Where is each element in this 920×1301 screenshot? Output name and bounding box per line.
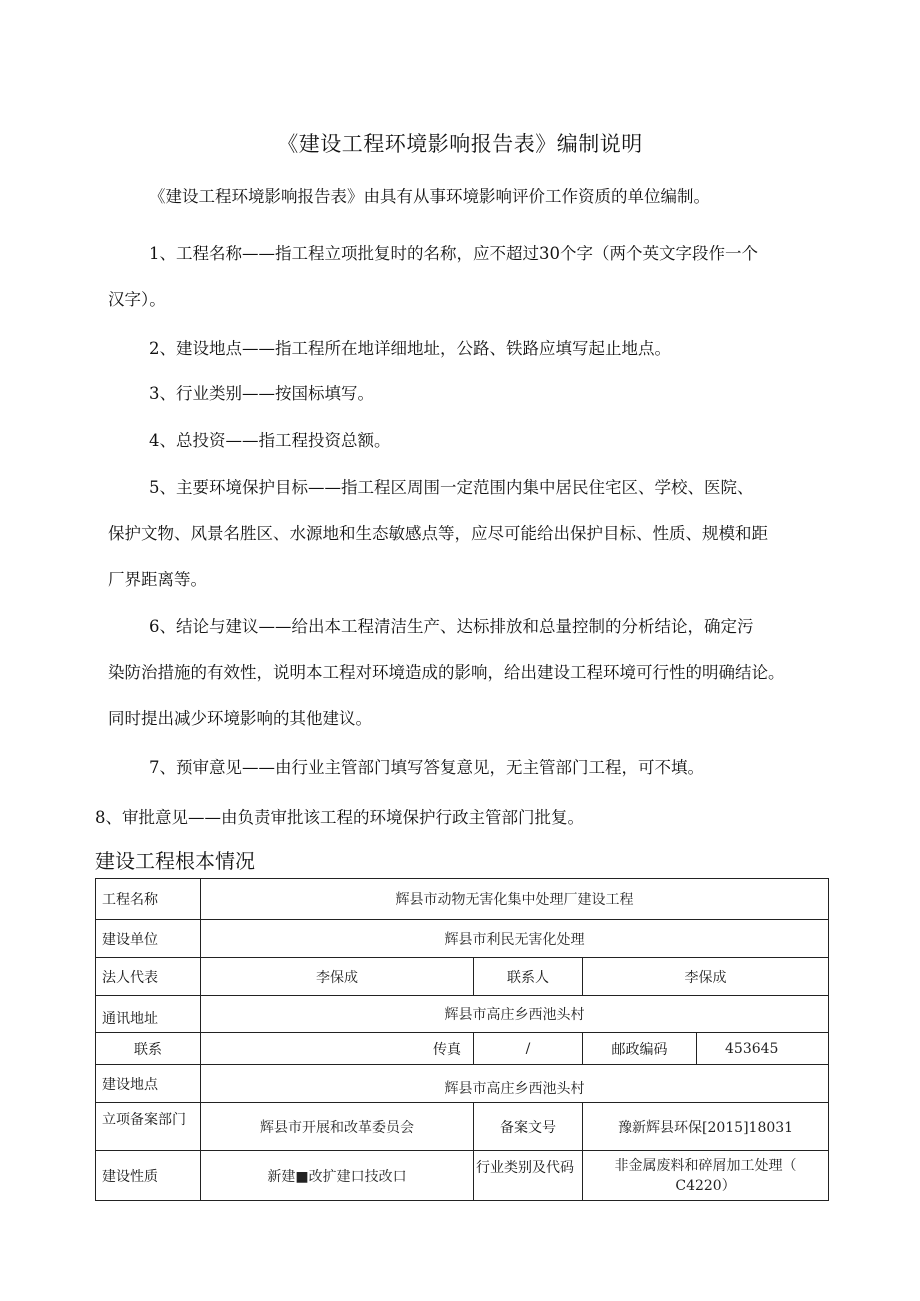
fax-value: / <box>474 1033 583 1065</box>
contact-value: 李保成 <box>583 958 829 996</box>
project-info-table <box>95 878 829 1201</box>
project-name-value: 辉县市动物无害化集中处理厂建设工程 <box>201 879 829 920</box>
item-5 <box>108 465 830 603</box>
row-unit <box>96 920 829 958</box>
item-5-line-2: 保护文物、风景名胜区、水源地和生态敏感点等，应尽可能给出保护目标、性质、规模和距 <box>108 524 768 543</box>
nature-label: 建设性质 <box>96 1151 201 1201</box>
site-value: 辉县市高庄乡西池头村 <box>201 1065 829 1103</box>
legal-value: 李保成 <box>201 958 474 996</box>
item-6-line-3: 同时提出减少环境影响的其他建议。 <box>108 709 372 728</box>
item-6-line-1: 6、结论与建议——给出本工程清洁生产、达标排放和总量控制的分析结论，确定污 <box>149 617 754 636</box>
item-5-line-1: 5、主要环境保护目标——指工程区周围一定范围内集中居民住宅区、学校、医院、 <box>149 478 754 497</box>
site-label: 建设地点 <box>96 1065 201 1103</box>
row-address <box>96 996 829 1033</box>
fax-label: 传真 <box>201 1033 474 1065</box>
item-2 <box>108 326 830 372</box>
item-6 <box>108 604 830 742</box>
item-5-line-3: 厂界距离等。 <box>108 570 207 589</box>
postcode-value: 453645 <box>697 1033 829 1065</box>
item-1-line-1: 1、工程名称——指工程立项批复时的名称，应不超过30个字（两个英文字段作一个 <box>149 244 758 263</box>
row-dept <box>96 1103 829 1151</box>
industry-label: 行业类别及代码 <box>474 1151 583 1201</box>
project-name-label: 工程名称 <box>96 879 201 920</box>
item-4-line-1: 4、总投资——指工程投资总额。 <box>149 431 391 450</box>
row-project-name <box>96 879 829 920</box>
industry-value-line-2: C4220） <box>675 1177 736 1194</box>
legal-label: 法人代表 <box>96 958 201 996</box>
row-nature <box>96 1151 829 1201</box>
record-value: 豫新辉县环保[2015]18031 <box>583 1103 829 1151</box>
unit-value: 辉县市利民无害化处理 <box>201 920 829 958</box>
record-label: 备案文号 <box>474 1103 583 1151</box>
postcode-label: 邮政编码 <box>583 1033 697 1065</box>
address-value: 辉县市高庄乡西池头村 <box>201 996 829 1033</box>
item-4 <box>108 418 830 464</box>
item-7 <box>108 745 830 791</box>
item-1-line-2: 汉字）。 <box>108 290 166 309</box>
dept-label: 立项备案部门 <box>96 1103 201 1151</box>
item-8 <box>95 795 817 841</box>
item-1 <box>108 231 830 323</box>
item-3 <box>108 371 830 417</box>
section-title: 建设工程根本情况 <box>95 849 255 873</box>
contact-label: 联系人 <box>474 958 583 996</box>
row-legal <box>96 958 829 996</box>
dept-value: 辉县市开展和改革委员会 <box>201 1103 474 1151</box>
item-6-line-2: 染防治措施的有效性，说明本工程对环境造成的影响，给出建设工程环境可行性的明确结论。 <box>108 663 785 682</box>
nature-value: 新建■改扩建口技改口 <box>201 1151 474 1201</box>
row-contact-info <box>96 1033 829 1065</box>
intro-paragraph <box>108 174 830 220</box>
industry-value <box>583 1151 829 1201</box>
intro-line: 《建设工程环境影响报告表》由具有从事环境影响评价工作资质的单位编制。 <box>149 187 710 206</box>
item-7-line-1: 7、预审意见——由行业主管部门填写答复意见，无主管部门工程，可不填。 <box>149 758 704 777</box>
address-label: 通讯地址 <box>96 996 201 1033</box>
phone-label: 联系 <box>96 1033 201 1065</box>
item-8-line-1: 8、审批意见——由负责审批该工程的环境保护行政主管部门批复。 <box>95 808 584 827</box>
industry-value-line-1: 非金属废料和碎屑加工处理（ <box>614 1157 797 1174</box>
item-2-line-1: 2、建设地点——指工程所在地详细地址，公路、铁路应填写起止地点。 <box>149 339 671 358</box>
unit-label: 建设单位 <box>96 920 201 958</box>
item-3-line-1: 3、行业类别——按国标填写。 <box>149 384 374 403</box>
row-site <box>96 1065 829 1103</box>
document-title: 《建设工程环境影响报告表》编制说明 <box>277 132 643 156</box>
